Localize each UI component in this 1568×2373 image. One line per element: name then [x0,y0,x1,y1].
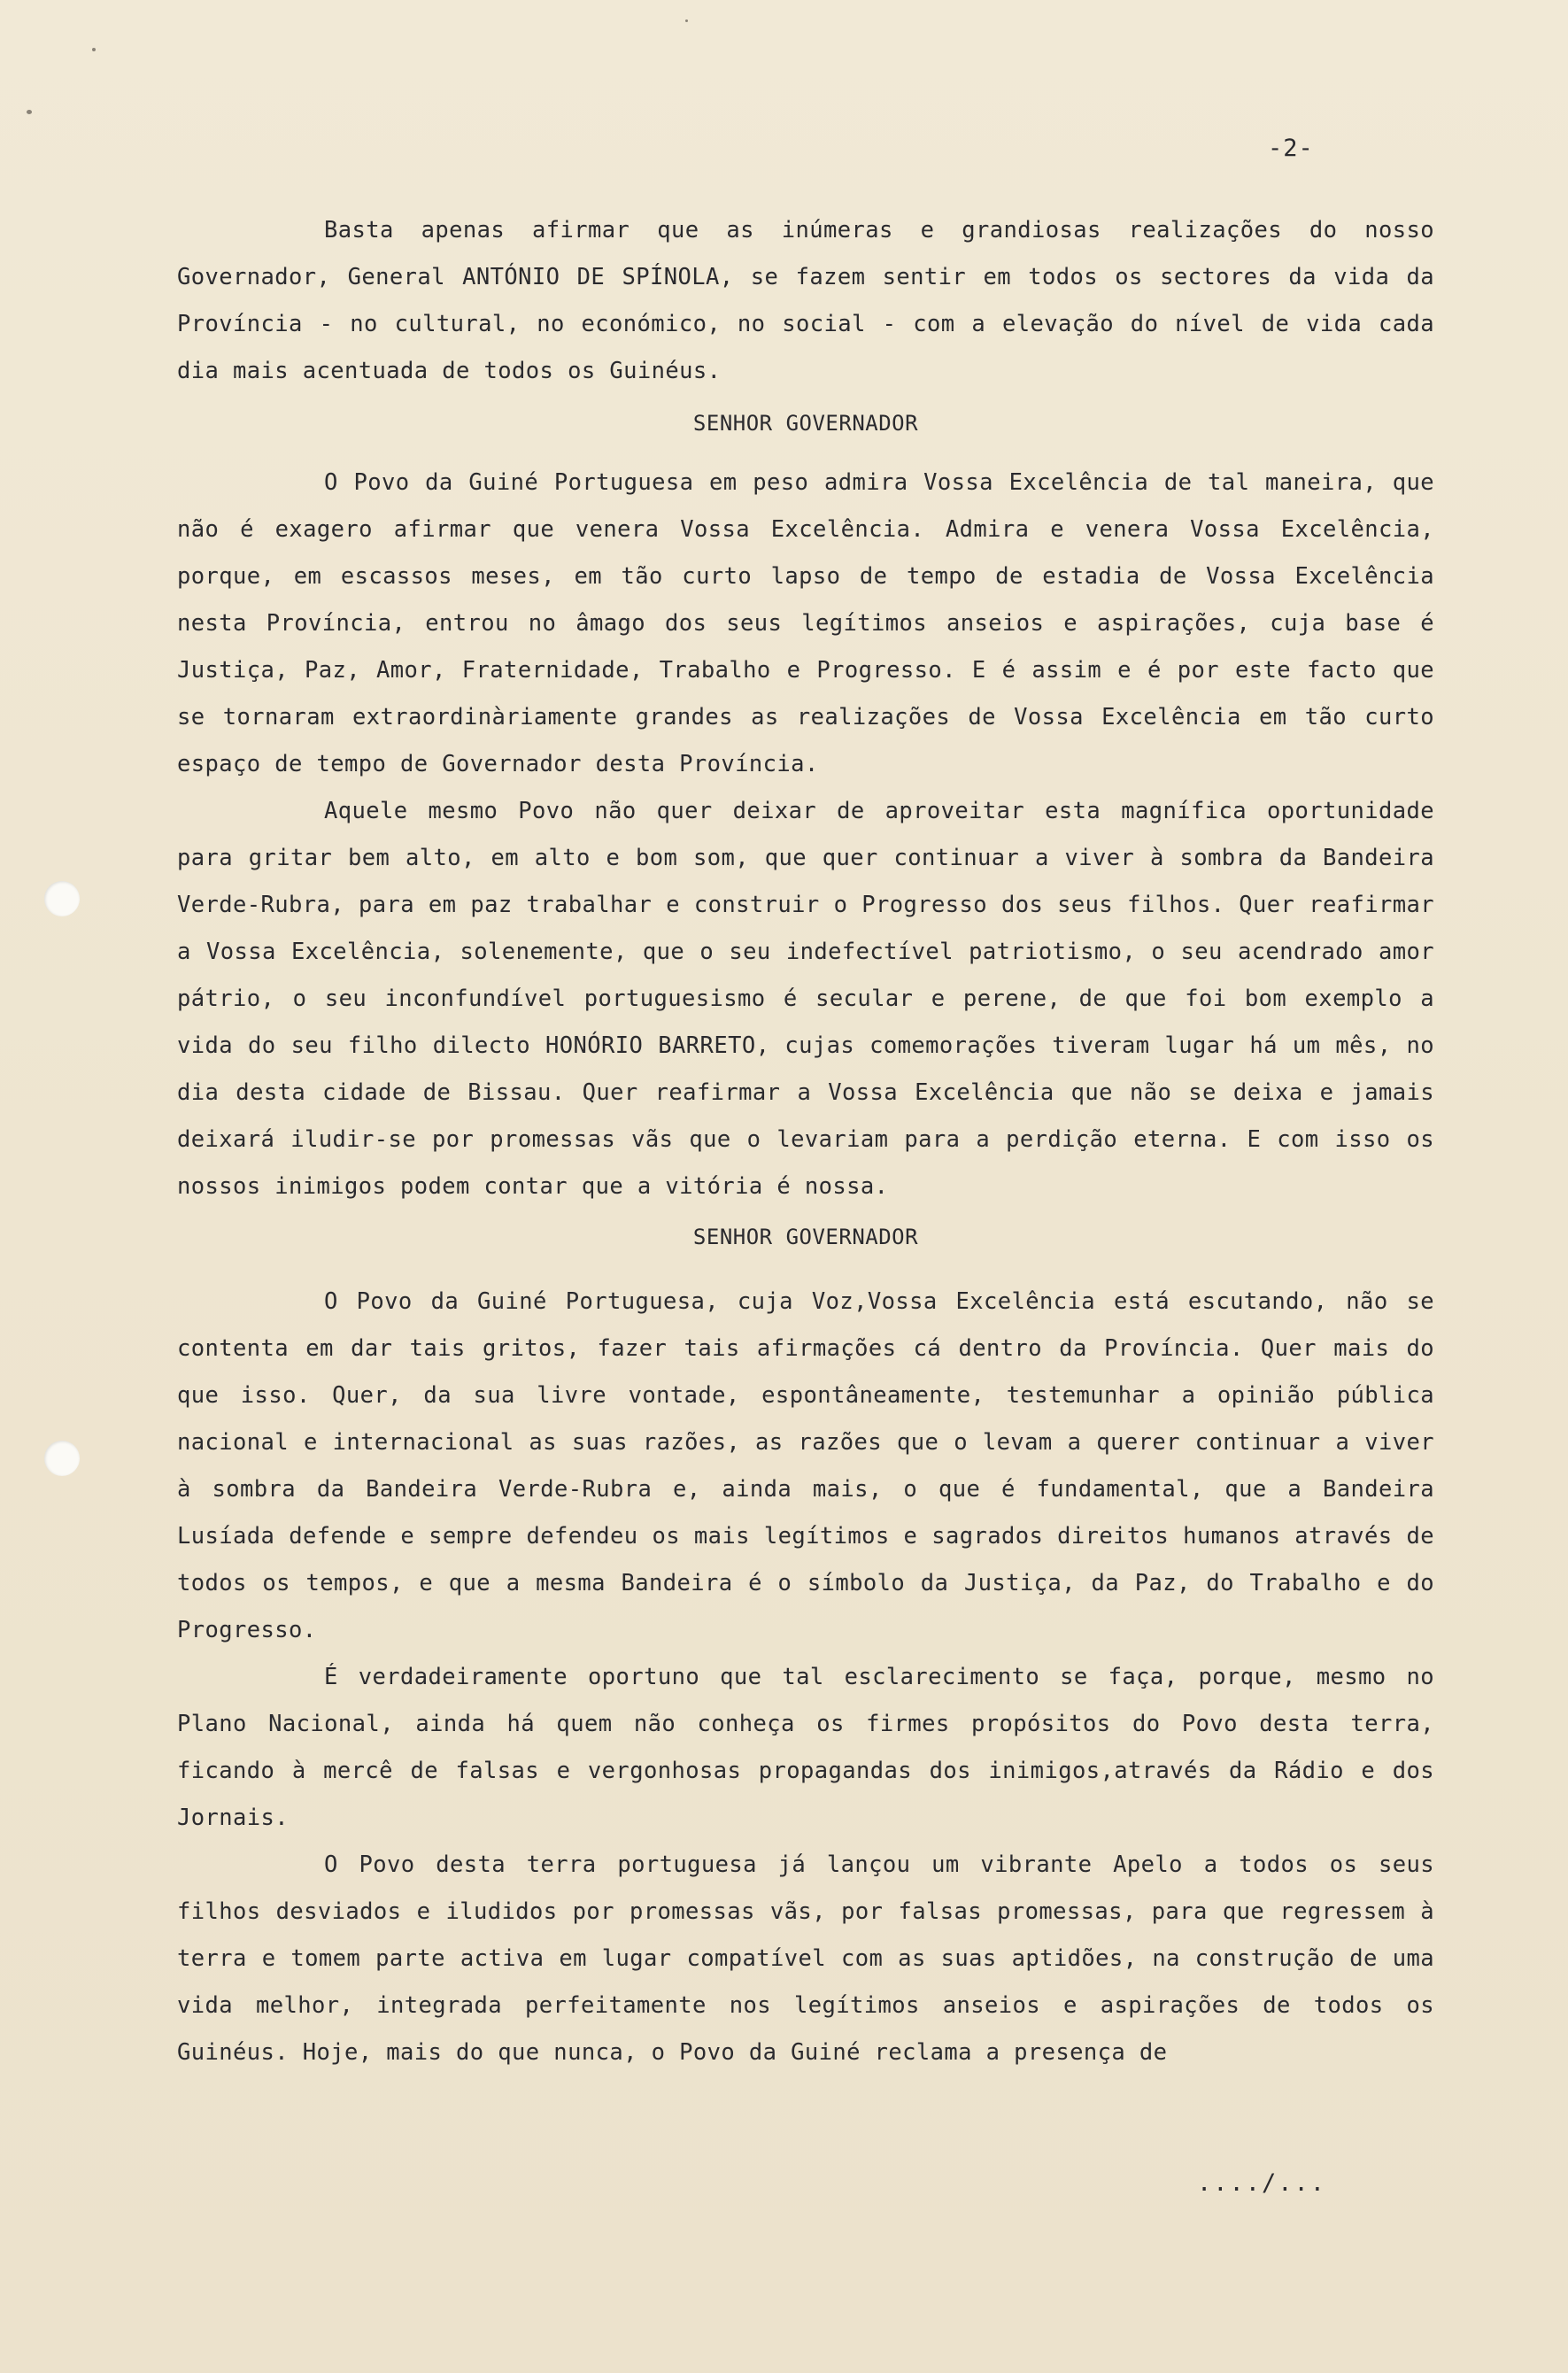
paper-speck [92,48,96,51]
section-heading: SENHOR GOVERNADOR [692,1225,919,1249]
paragraph [177,788,1434,1210]
paragraph-text: O Povo da Guiné Portuguesa em peso admira Vossa Excelência de tal maneira, que não é exagero afirmar que venera Vossa Excelência. Admira e venera Vossa Excelência, porque, em escassos meses, em tão curto lapso de tempo de estadia de Vossa Excelência nesta Província, entrou no âmago dos seus legítimos anseios e aspirações, cuja base é Justiça, Paz, Amor, Fraternidade, Trabalho e Progresso. E é assim e é por este facto que se tornaram extraordinàriamente grandes as realizações de Vossa Excelência em tão curto espaço de tempo de Governador desta Província. [177,469,1434,777]
punch-hole [44,881,80,916]
document-body [177,207,1434,2076]
continuation-mark: ..../... [1197,2169,1327,2197]
paper-speck [27,110,32,114]
paragraph [177,207,1434,395]
paragraph [177,460,1434,788]
punch-hole [44,1441,80,1476]
section-heading: SENHOR GOVERNADOR [692,411,919,436]
paragraph-text: O Povo da Guiné Portuguesa, cuja Voz,Vossa Excelência está escutando, não se contenta em dar tais gritos, fazer tais afirmações cá dentro da Província. Quer mais do que isso. Quer, da sua livre vontade, espontâneamente, testemunhar a opinião pública nacional e internacional as suas razões, as razões que o levam a querer continuar a viver à sombra da Bandeira Verde-Rubra e, ainda mais, o que é fundamental, que a Bandeira Lusíada defende e sempre defendeu os mais legítimos e sagrados direitos humanos através de todos os tempos, e que a mesma Bandeira é o símbolo da Justiça, da Paz, do Trabalho e do Progresso. [177,1288,1434,1643]
paragraph [177,1654,1434,1842]
paragraph [177,1842,1434,2076]
paragraph [177,1279,1434,1654]
paper-speck [685,19,688,22]
paragraph-text: Basta apenas afirmar que as inúmeras e grandiosas realizações do nosso Governador, General ANTÓNIO DE SPÍNOLA, se fazem sentir em todos os sectores da vida da Província - no cultural, no económico, no social - com a elevação do nível de vida cada dia mais acentuada de todos os Guinéus. [177,217,1434,384]
paragraph-text: O Povo desta terra portuguesa já lançou um vibrante Apelo a todos os seus filhos desviados e iludidos por promessas vãs, por falsas promessas, para que regressem à terra e tomem parte activa em lugar compatível com as suas aptidões, na construção de uma vida melhor, integrada perfeitamente nos legítimos anseios e aspirações de todos os Guinéus. Hoje, mais do que nunca, o Povo da Guiné reclama a presença de [177,1851,1434,2066]
paragraph-text: É verdadeiramente oportuno que tal esclarecimento se faça, porque, mesmo no Plano Nacional, ainda há quem não conheça os firmes propósitos do Povo desta terra, ficando à mercê de falsas e vergonhosas propagandas dos inimigos,através da Rádio e dos Jornais. [177,1664,1434,1831]
paragraph-text: Aquele mesmo Povo não quer deixar de aproveitar esta magnífica oportunidade para gritar bem alto, em alto e bom som, que quer continuar a viver à sombra da Bandeira Verde-Rubra, para em paz trabalhar e construir o Progresso dos seus filhos. Quer reafirmar a Vossa Excelência, solenemente, que o seu indefectível patriotismo, o seu acendrado amor pátrio, o seu inconfundível portuguesismo é secular e perene, de que foi bom exemplo a vida do seu filho dilecto HONÓRIO BARRETO, cujas comemorações tiveram lugar há um mês, no dia desta cidade de Bissau. Quer reafirmar a Vossa Excelência que não se deixa e jamais deixará iludir-se por promessas vãs que o levariam para a perdição eterna. E com isso os nossos inimigos podem contar que a vitória é nossa. [177,798,1434,1200]
page-number: -2- [1268,135,1314,162]
